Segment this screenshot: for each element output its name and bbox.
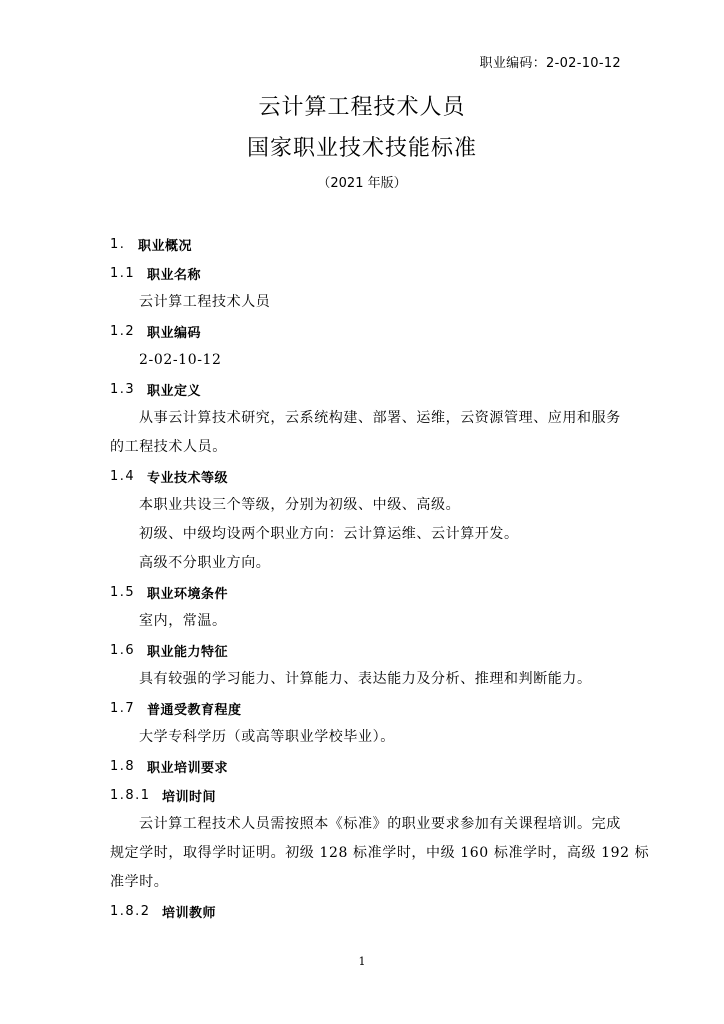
section-heading-1-6 bbox=[110, 636, 630, 665]
document-title-line1: 云计算工程技术人员 bbox=[258, 95, 466, 120]
paragraph: 大学专科学历（或高等职业学校毕业）。 bbox=[139, 729, 395, 745]
occupation-code-header: 职业编码：2-02-10-12 bbox=[479, 56, 621, 71]
section-number: 1.6 bbox=[110, 643, 136, 658]
section-number: 1.8 bbox=[110, 759, 136, 774]
section-title: 职业环境条件 bbox=[147, 587, 229, 602]
section-title: 职业编码 bbox=[147, 326, 202, 341]
paragraph: 初级、中级均设两个职业方向：云计算运维、云计算开发。 bbox=[139, 526, 519, 542]
section-number: 1.1 bbox=[110, 266, 136, 281]
section-number: 1.4 bbox=[110, 469, 136, 484]
paragraph-line: 准学时。 bbox=[110, 874, 169, 890]
section-number: 1.8.1 bbox=[110, 788, 151, 803]
paragraph-line: 从事云计算技术研究，云系统构建、部署、运维，云资源管理、应用和服务 bbox=[139, 410, 621, 426]
section-heading-1-8-1 bbox=[110, 781, 630, 810]
section-title: 职业概况 bbox=[138, 239, 193, 254]
section-title: 专业技术等级 bbox=[147, 471, 229, 486]
section-title: 普通受教育程度 bbox=[147, 703, 242, 718]
section-number: 1.7 bbox=[110, 701, 136, 716]
page-number: 1 bbox=[358, 955, 366, 968]
section-title: 职业培训要求 bbox=[147, 761, 229, 776]
paragraph: 本职业共设三个等级，分别为初级、中级、高级。 bbox=[139, 497, 461, 513]
section-title: 培训时间 bbox=[162, 790, 217, 805]
section-title: 职业名称 bbox=[147, 268, 202, 283]
paragraph: 云计算工程技术人员 bbox=[139, 294, 271, 310]
edition-label: （2021 年版） bbox=[317, 176, 407, 191]
section-heading-1-8 bbox=[110, 752, 630, 781]
section-heading-1-2 bbox=[110, 317, 630, 346]
section-heading-1-3 bbox=[110, 375, 630, 404]
section-heading-1-8-2 bbox=[110, 897, 630, 926]
section-title: 职业定义 bbox=[147, 384, 202, 399]
paragraph: 室内，常温。 bbox=[139, 613, 227, 629]
section-number: 1. bbox=[110, 237, 126, 252]
paragraph-line: 云计算工程技术人员需按照本《标准》的职业要求参加有关课程培训。完成 bbox=[139, 816, 621, 832]
paragraph: 高级不分职业方向。 bbox=[139, 555, 271, 571]
document-body bbox=[110, 230, 650, 926]
section-heading-1-4 bbox=[110, 462, 630, 491]
section-number: 1.3 bbox=[110, 382, 136, 397]
section-number: 1.5 bbox=[110, 585, 136, 600]
section-heading-1 bbox=[110, 230, 630, 259]
section-title: 培训教师 bbox=[162, 906, 217, 921]
section-number: 1.8.2 bbox=[110, 904, 151, 919]
section-heading-1-1 bbox=[110, 259, 630, 288]
paragraph-line: 规定学时，取得学时证明。初级 128 标准学时，中级 160 标准学时，高级 192 标 bbox=[110, 845, 650, 861]
section-number: 1.2 bbox=[110, 324, 136, 339]
section-title: 职业能力特征 bbox=[147, 645, 229, 660]
paragraph: 具有较强的学习能力、计算能力、表达能力及分析、推理和判断能力。 bbox=[139, 671, 592, 687]
paragraph-line: 的工程技术人员。 bbox=[110, 439, 227, 455]
paragraph: 2-02-10-12 bbox=[139, 352, 222, 368]
section-heading-1-7 bbox=[110, 694, 630, 723]
section-heading-1-5 bbox=[110, 578, 630, 607]
document-title-line2: 国家职业技术技能标准 bbox=[246, 136, 477, 161]
